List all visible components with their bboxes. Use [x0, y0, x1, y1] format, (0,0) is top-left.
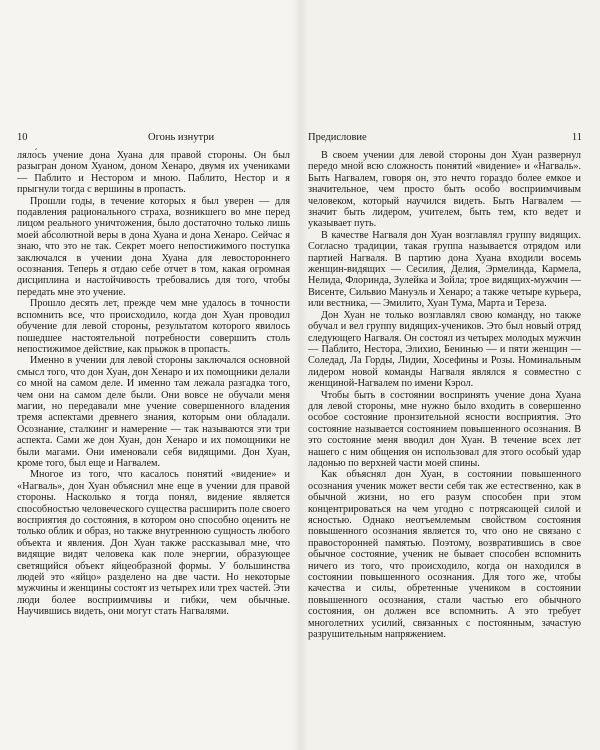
paragraph: Многое из того, что касалось понятий «видение» и «Нагваль», дон Хуан объяснил мне еще в учении для правой стороны. Насколько я тогда понял, видение является способностью человеческого существа расширить поле своего восприятия до состояния, в котором оно способно оценить не только облик и образ, но также внутреннюю сущность любого объекта и явления. Дон Хуан также рассказывал мне, что видящие видят человека как поле энергии, образующее светящийся объект яйцеобразной формы. У большинства людей это «яйцо» разделено на две части. Но некоторые мужчины и женщины состоят из четырех или трех частей. Эти люди более восприимчивы и гибки, чем обычные. Научившись видеть, они могут стать Нагвалями.: [17, 469, 290, 618]
paragraph: Чтобы быть в состоянии воспринять учение дона Хуана для левой стороны, мне нужно было входить в совершенно особое состояние пронзительной ясности восприятия. Это состояние называется состоянием повышенного осознания. В это состояние меня вводил дон Хуан. В течение всех лет нашего с ним общения он использовал для этого особый удар ладонью по верхней части моей спины.: [308, 389, 581, 469]
paragraph: ляло́сь учение дона Хуана для правой стороны. Он был разыгран доном Хуаном, доном Хенаро, двумя их учениками — Паблито и Нестором и мною. Паблито, Нестор и я прыгнули тогда с вершины в пропасть.: [17, 150, 290, 196]
paragraph: Прошли годы, в течение которых я был уверен — для подавления рационального страха, возникшего во мне перед лицом реального уничтожения, было достаточно только лишь моей абсолютной веры в дона Хуана и дона Хенаро. Сейчас я знаю, что это не так. Секрет моего непостижимого поступка заключался в учении дона Хуана для левостороннего осознания. Теперь я отдаю себе отчет в том, какая огромная дисциплина и настойчивость требовались для того, чтобы передать мне это учение.: [17, 195, 290, 298]
paragraph: В качестве Нагваля дон Хуан возглавлял группу видящих. Согласно традиции, такая группа называется отрядом или партией Нагваля. В партию дона Хуана входили восемь женщин-видящих — Сесилия, Делия, Эрмелинда, Кармела, Нелида, Флоринда, Зулейка и Зойла; трое видящих-мужчин — Висенте, Сильвио Мануэль и Хенаро; а также четыре курьера, или вестника, — Эмилито, Хуан Тума, Марта и Тереза.: [308, 229, 581, 310]
paragraph: В своем учении для левой стороны дон Хуан развернул передо мной всю сложность понятий «видение» и «Нагваль». Быть Нагвалем, говоря он, это нечто гораздо более емкое и значительное, чем просто быть особо восприимчивым человеком, который научился видеть. Быть Нагвалем — значит быть лидером, учителем, быть тем, кто ведет и указывает путь.: [308, 150, 581, 230]
paragraph: Как объяснял дон Хуан, в состоянии повышенного осознания ученик может вести себя так же естественно, как в обычной жизни, но его разум способен при этом концентрироваться на чем угодно с потрясающей силой и ясностью. Однако неотъемлемым свойством состояния повышенного осознания является то, что оно не связано с правосторонней памятью. Поэтому, возвратившись в свое обычное состояние, ученик не бывает способен вспомнить ничего из того, что происходило, когда он находился в состоянии повышенного осознания. Для того же, чтобы качества и силы, обретенные учеником в состоянии повышенного осознания, стали частью его обычного состояния, он должен все вспомнить. А это требует многолетних усилий, связанных с постоянным, зачастую разрушительным напряжением.: [308, 469, 581, 641]
right-running-title: Предисловие: [308, 132, 367, 143]
left-running-title: Огонь изнутри: [148, 132, 215, 143]
paragraph: Именно в учении для левой стороны заключался основной смысл того, что дон Хуан, дон Хенаро и их помощники делали со мной на самом деле. И именно там лежала разгадка того, чем они на самом деле были. Они вовсе не обучали меня магии, но передавали мне учение совершенного владения тремя аспектами древнего знания, которым они обладали. Осознание, сталкинг и намерение — так называются эти три аспекта. Сами же дон Хуан, дон Хенаро и их помощники не были магами. Они именовали себя видящими. Дон Хуан, кроме того, был еще и Нагвалем.: [17, 355, 290, 469]
book-gutter: [292, 0, 308, 750]
left-page-number: 10: [17, 132, 28, 143]
paragraph: Прошло десять лет, прежде чем мне удалось в точности вспомнить все, что происходило, когда дон Хуан проводил обучение для левой стороны, результатом которого явилось пошедшее настоятельной потребности совершить столь непостижимое действие, как прыжок в пропасть.: [17, 298, 290, 355]
right-page-text: [308, 150, 581, 640]
paragraph: Дон Хуан не только возглавлял свою команду, но также обучал и вел группу видящих-учеников. Это был новый отряд следующего Нагваля. Он состоял из четырех молодых мужчин — Паблито, Нестора, Элихио, Бенинью — и пяти женщин — Соледад, Ла Горды, Лидии, Хосефины и Розы. Номинальным лидером новой команды Нагваля являлся я совместно с женщиной-Нагвалем по имени Кэрол.: [308, 309, 581, 390]
left-page-text: [17, 150, 290, 618]
right-page-number: 11: [571, 132, 582, 143]
right-page: [300, 0, 600, 750]
